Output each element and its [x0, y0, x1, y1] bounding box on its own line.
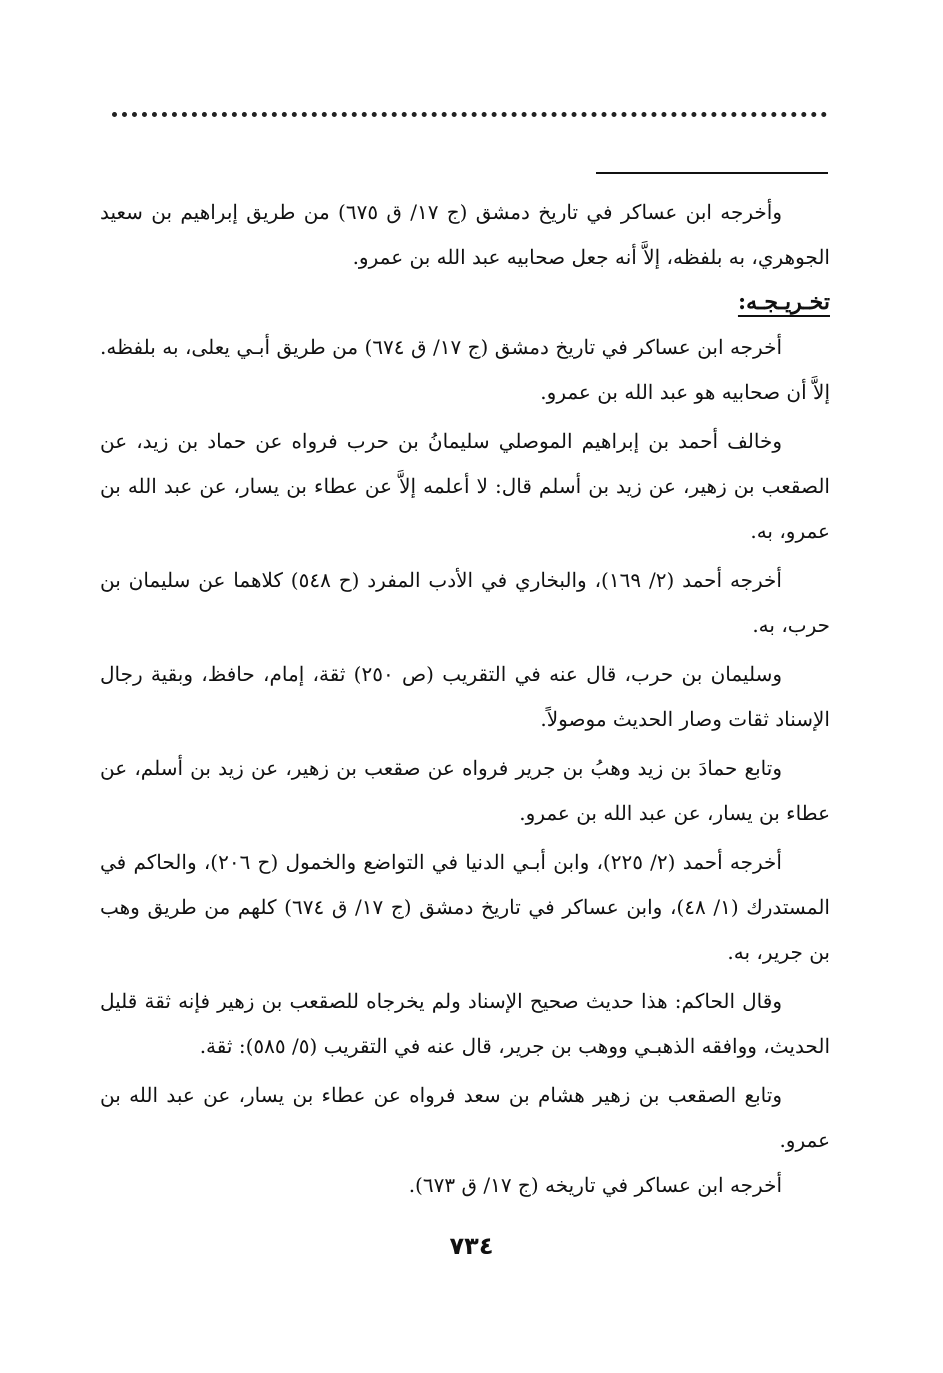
- body-text: [100, 190, 830, 1208]
- paragraph-7: أخرجه أحمد (٢/ ٢٢٥)، وابن أبـي الدنيا في التواضع والخمول (ح ٢٠٦)، والحاكم في المستدرك (١/ ٤٨)، وابن عساكر في تاريخ دمشق (ج ١٧/ ق ٦٧٤) كلهم من طريق وهب بن جرير، به.: [100, 850, 830, 964]
- paragraph-2: أخرجه ابن عساكر في تاريخ دمشق (ج ١٧/ ق ٦٧٤) من طريق أبـي يعلى، به بلفظه. إلاَّ أن صحابيه هو عبد الله بن عمرو.: [100, 335, 830, 404]
- page-number: ٧٣٤: [449, 1232, 494, 1260]
- paragraph-5: وسليمان بن حرب، قال عنه في التقريب (ص ٢٥٠) ثقة، إمام، حافظ، وبقية رجال الإسناد ثقات وصار الحديث موصولاً.: [100, 662, 830, 731]
- paragraph-10: أخرجه ابن عساكر في تاريخه (ج ١٧/ ق ٦٧٣).: [408, 1173, 782, 1197]
- footnote-separator: [596, 172, 828, 174]
- paragraph-6: وتابع حمادَ بن زيد وهبُ بن جرير فرواه عن صقعب بن زهير، عن زيد بن أسلم، عن عطاء بن يسار، عن عبد الله بن عمرو.: [100, 756, 830, 825]
- paragraph-9: وتابع الصقعب بن زهير هشام بن سعد فرواه عن عطاء بن يسار، عن عبد الله بن عمرو.: [100, 1083, 830, 1152]
- paragraph-4: أخرجه أحمد (٢/ ١٦٩)، والبخاري في الأدب المفرد (ح ٥٤٨) كلاهما عن سليمان بن حرب، به.: [100, 568, 830, 637]
- dotted-separator: [112, 112, 827, 117]
- paragraph-3: وخالف أحمد بن إبراهيم الموصلي سليمانُ بن حرب فرواه عن حماد بن زيد، عن الصقعب بن زهير، عن زيد بن أسلم قال: لا أعلمه إلاَّ عن عطاء بن يسار، عن عبد الله بن عمرو، به.: [100, 429, 830, 543]
- paragraph-8: وقال الحاكم: هذا حديث صحيح الإسناد ولم يخرجاه للصقعب بن زهير فإنه ثقة قليل الحديث، ووافقه الذهبـي ووهب بن جرير، قال عنه في التقريب (٥/ ٥٨٥): ثقة.: [100, 989, 830, 1058]
- section-heading-takhrij: تخـريـجـه:: [737, 289, 830, 315]
- paragraph-1: وأخرجه ابن عساكر في تاريخ دمشق (ج ١٧/ ق ٦٧٥) من طريق إبراهيم بن سعيد الجوهري، به بلفظه، إلاَّ أنه جعل صحابيه عبد الله بن عمرو.: [100, 200, 830, 269]
